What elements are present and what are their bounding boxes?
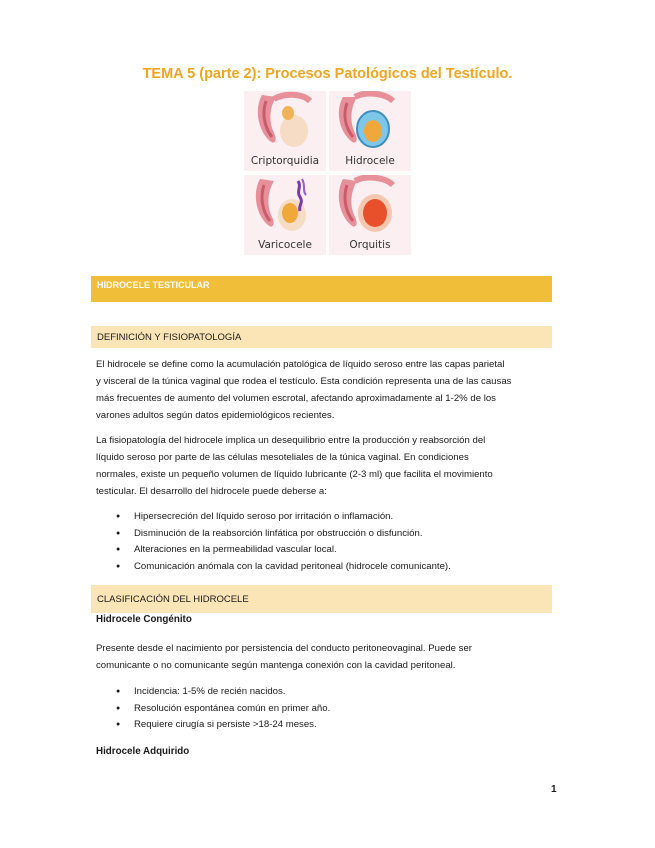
paragraph-line: La fisiopatología del hidrocele implica un desequilibrio entre la producción y reabsorción del <box>96 435 486 446</box>
figure-label-orquitis: Orquitis <box>349 239 391 251</box>
figure-label-hidrocele: Hidrocele <box>345 155 395 167</box>
list-item: ● Alteraciones en la permeabilidad vascular local. <box>116 542 451 559</box>
list-item: ● Comunicación anómala con la cavidad peritoneal (hidrocele comunicante). <box>116 559 451 576</box>
section-header-hidrocele: HIDROCELE TESTICULAR <box>91 276 552 302</box>
paragraph-line: varones adultos según datos epidemiológicos recientes. <box>96 410 335 421</box>
paragraph-line: y visceral de la túnica vaginal que rodea el testículo. Esta condición representa una de las causas <box>96 376 512 387</box>
testicular-pathologies-figure <box>244 91 411 256</box>
page-number: 1 <box>551 784 557 795</box>
paragraph-line: líquido seroso por parte de las células mesoteliales de la túnica vaginal. En condiciones <box>96 452 469 463</box>
list-item: ● Disminución de la reabsorción linfática por obstrucción o disfunción. <box>116 526 451 543</box>
paragraph-line: comunicante o no comunicante según mantenga conexión con la cavidad peritoneal. <box>96 660 456 671</box>
list-item: ● Incidencia: 1-5% de recién nacidos. <box>116 684 330 701</box>
fisiopatologia-bullet-list <box>116 509 451 575</box>
definicion-paragraph-1 <box>96 356 559 424</box>
paragraph-line: testicular. El desarrollo del hidrocele puede deberse a: <box>96 486 327 497</box>
paragraph-line: El hidrocele se define como la acumulación patológica de líquido seroso entre las capas parietal <box>96 359 505 370</box>
subheading-adquirido: Hidrocele Adquirido <box>96 746 190 757</box>
congenito-bullet-list <box>116 684 330 734</box>
subsection-header-clasificacion: CLASIFICACIÓN DEL HIDROCELE <box>91 585 552 613</box>
paragraph-line: Presente desde el nacimiento por persistencia del conducto peritoneovaginal. Puede ser <box>96 643 472 654</box>
subsection-header-definicion: DEFINICIÓN Y FISIOPATOLOGÍA <box>91 326 552 348</box>
document-title: TEMA 5 (parte 2): Procesos Patológicos del Testículo. <box>142 66 513 82</box>
list-item: ● Hipersecreción del líquido seroso por irritación o inflamación. <box>116 509 451 526</box>
paragraph-line: más frecuentes de aumento del volumen escrotal, afectando aproximadamente al 1-2% de los <box>96 393 496 404</box>
congenito-paragraph <box>96 640 559 674</box>
subheading-congenito: Hidrocele Congénito <box>96 614 192 625</box>
definicion-paragraph-2 <box>96 432 559 500</box>
paragraph-line: normales, existe un pequeño volumen de líquido lubricante (2-3 ml) que facilita el movimiento <box>96 469 493 480</box>
list-item: ● Resolución espontánea común en primer año. <box>116 701 330 718</box>
list-item: ● Requiere cirugía si persiste >18-24 meses. <box>116 717 330 734</box>
figure-label-varicocele: Varicocele <box>258 239 312 251</box>
figure-label-criptorquidia: Criptorquidia <box>250 155 320 167</box>
